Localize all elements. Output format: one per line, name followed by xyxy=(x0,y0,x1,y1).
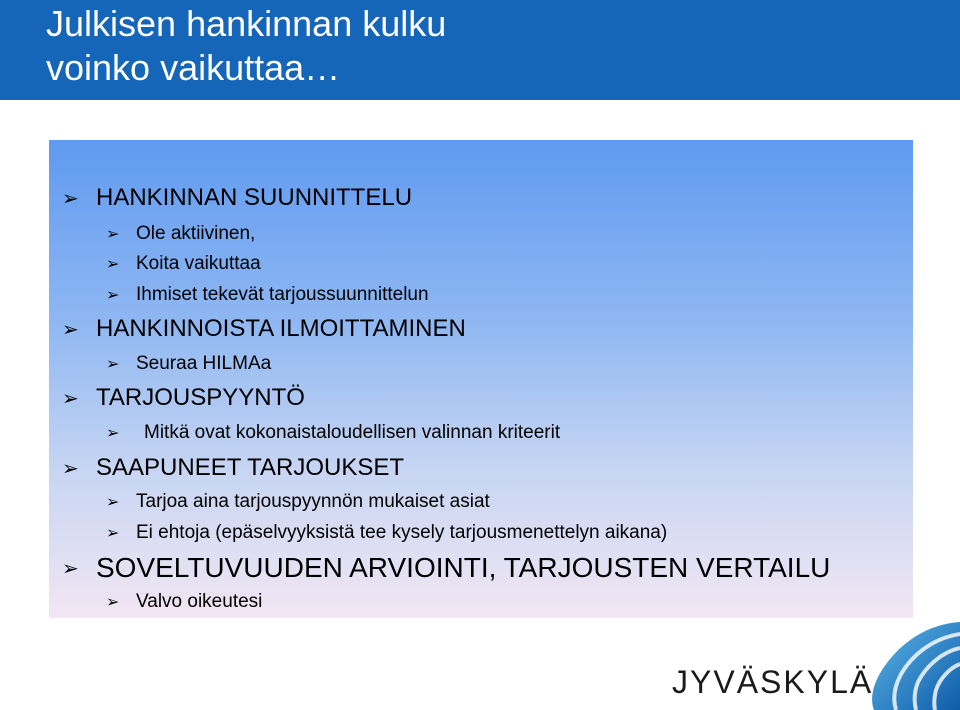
arrow-bullet-icon: ➢ xyxy=(106,256,120,273)
arrow-bullet-icon: ➢ xyxy=(106,594,120,611)
arrow-bullet-icon: ➢ xyxy=(62,388,79,410)
list-item-text: SAAPUNEET TARJOUKSET xyxy=(96,454,405,481)
jyvaskyla-logo-swoosh-icon xyxy=(860,620,960,710)
arrow-bullet-icon: ➢ xyxy=(106,494,120,511)
arrow-bullet-icon: ➢ xyxy=(106,525,120,542)
list-item-text: SOVELTUVUUDEN ARVIOINTI, TARJOUSTEN VERTAILU xyxy=(96,552,831,583)
arrow-bullet-icon: ➢ xyxy=(106,425,120,442)
list-item-text: Valvo oikeutesi xyxy=(136,591,263,612)
arrow-bullet-icon: ➢ xyxy=(62,188,79,210)
arrow-bullet-icon: ➢ xyxy=(62,458,79,480)
arrow-bullet-icon: ➢ xyxy=(106,287,120,304)
list-item-text: Tarjoa aina tarjouspyynnön mukaiset asiat xyxy=(136,491,490,512)
list-item-text: Ei ehtoja (epäselvyyksistä tee kysely tarjousmenettelyn aikana) xyxy=(136,522,668,543)
list-item-text: Mitkä ovat kokonaistaloudellisen valinnan kriteerit xyxy=(144,422,561,443)
list-item-text: Ole aktiivinen, xyxy=(136,223,256,244)
slide-title-line-1: Julkisen hankinnan kulku xyxy=(46,3,447,44)
list-item-text: HANKINNOISTA ILMOITTAMINEN xyxy=(96,315,466,342)
arrow-bullet-icon: ➢ xyxy=(106,226,120,243)
title-bar xyxy=(0,0,960,100)
list-item-text: Ihmiset tekevät tarjoussuunnittelun xyxy=(136,284,429,305)
list-item-text: HANKINNAN SUUNNITTELU xyxy=(96,184,413,211)
arrow-bullet-icon: ➢ xyxy=(106,356,120,373)
list-item-text: TARJOUSPYYNTÖ xyxy=(96,384,305,411)
arrow-bullet-icon: ➢ xyxy=(62,319,79,341)
list-item-text: Koita vaikuttaa xyxy=(136,253,261,274)
slide-title-line-2: voinko vaikuttaa… xyxy=(46,47,341,88)
slide-title xyxy=(46,2,446,90)
jyvaskyla-logo-text: JYVÄSKYLÄ xyxy=(672,664,874,700)
list-item-text: Seuraa HILMAa xyxy=(136,353,272,374)
arrow-bullet-icon: ➢ xyxy=(62,558,79,580)
